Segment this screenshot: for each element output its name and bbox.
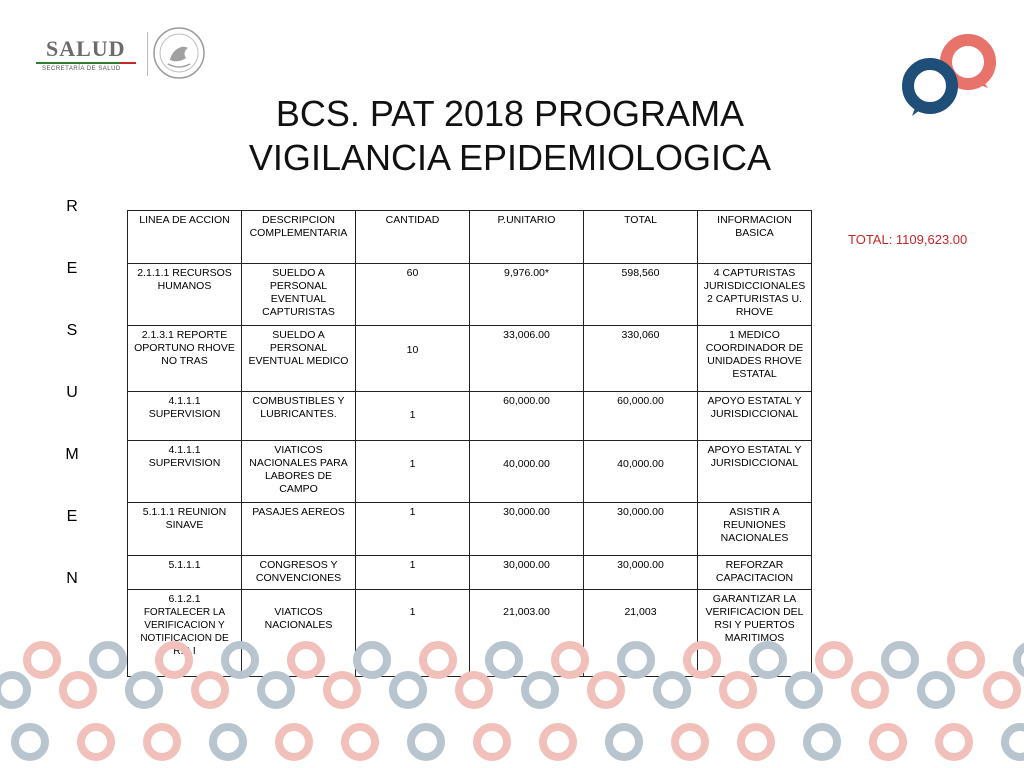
cell-info: REFORZAR CAPACITACION [698,556,812,590]
cell-cantidad: 1 [356,556,470,590]
cell-desc: VIATICOS NACIONALES [242,590,356,677]
title-line-2: VIGILANCIA EPIDEMIOLOGICA [248,137,772,178]
pattern-ring [525,675,555,705]
brand-speech-bubbles-icon [896,30,996,122]
cell-info: 4 CAPTURISTAS JURISDICCIONALES 2 CAPTURISTAS U. RHOVE [698,264,812,326]
cell-total: 30,000.00 [584,556,698,590]
cell-linea-code: 6.1.2.1 [168,593,201,605]
cell-unitario: 30,000.00 [470,556,584,590]
table-row [128,503,812,556]
pattern-ring [213,727,243,757]
pattern-ring [327,675,357,705]
cell-linea: 5.1.1.1 REUNION SINAVE [128,503,242,556]
pattern-ring [63,675,93,705]
side-letter: E [66,508,78,525]
cell-desc: CONGRESOS Y CONVENCIONES [242,556,356,590]
pattern-ring [225,645,255,675]
cell-linea: 5.1.1.1 [128,556,242,590]
pattern-ring [819,645,849,675]
pattern-ring [723,675,753,705]
pattern-ring [159,645,189,675]
pattern-ring [921,675,951,705]
header-cantidad: CANTIDAD [356,211,470,264]
cell-desc: COMBUSTIBLES Y LUBRICANTES. [242,392,356,441]
pattern-ring [609,727,639,757]
pattern-ring [1005,727,1024,757]
cell-cantidad: 10 [356,326,470,392]
cell-unitario: 60,000.00 [470,392,584,441]
pattern-ring [27,645,57,675]
header-linea: LINEA DE ACCION [128,211,242,264]
pattern-ring [1017,645,1024,675]
cell-linea-desc: FORTALECER LA VERIFICACION Y NOTIFICACION DE R.S.I [140,607,229,657]
pattern-ring [951,645,981,675]
cell-info: 1 MEDICO COORDINADOR DE UNIDADES RHOVE ESTATAL [698,326,812,392]
cell-linea: 4.1.1.1 SUPERVISION [128,441,242,503]
pattern-ring [93,645,123,675]
header-total: TOTAL [584,211,698,264]
pattern-ring [261,675,291,705]
cell-info: GARANTIZAR LA VERIFICACION DEL RSI Y PUERTOS MARITIMOS [698,590,812,677]
salud-logo-subtitle: SECRETARÍA DE SALUD [42,66,121,72]
cell-unitario: 33,006.00 [470,326,584,392]
pattern-ring [357,645,387,675]
pattern-ring [477,727,507,757]
pattern-ring [741,727,771,757]
grand-total: TOTAL: 1109,623.00 [848,232,968,247]
cell-total: 330,060 [584,326,698,392]
table-row [128,392,812,441]
side-letter: M [65,446,79,463]
side-letter: E [66,260,78,277]
cell-total: 21,003 [584,590,698,677]
logo-divider [147,32,148,76]
budget-table [127,210,812,677]
pattern-ring [939,727,969,757]
decorative-bubble-pattern [0,630,1024,768]
pattern-ring [129,675,159,705]
cell-desc: PASAJES AEREOS [242,503,356,556]
salud-logo [36,36,136,76]
pattern-ring [0,675,27,705]
cell-cantidad: 60 [356,264,470,326]
pattern-ring [423,645,453,675]
pattern-ring [657,675,687,705]
pattern-ring [459,675,489,705]
pattern-ring [753,645,783,675]
side-letter: R [66,198,78,215]
title-line-1: BCS. PAT 2018 PROGRAMA [275,93,745,134]
pattern-ring [855,675,885,705]
pattern-ring [147,727,177,757]
cell-info: APOYO ESTATAL Y JURISDICCIONAL [698,441,812,503]
pattern-ring [789,675,819,705]
cell-total: 60,000.00 [584,392,698,441]
table-row [128,264,812,326]
cell-info: APOYO ESTATAL Y JURISDICCIONAL [698,392,812,441]
side-letter: N [66,570,78,587]
pattern-ring [291,645,321,675]
pattern-ring [675,727,705,757]
pattern-ring [885,645,915,675]
pattern-ring [687,645,717,675]
pattern-ring [411,727,441,757]
cell-info: ASISTIR A REUNIONES NACIONALES [698,503,812,556]
pattern-ring [81,727,111,757]
salud-logo-word: SALUD [46,36,126,61]
pattern-ring [621,645,651,675]
page-title [160,92,860,180]
logo-green-bar [36,62,120,64]
cell-cantidad: 1 [356,441,470,503]
pattern-ring [15,727,45,757]
cell-desc: VIATICOS NACIONALES PARA LABORES DE CAMPO [242,441,356,503]
cell-total: 40,000.00 [584,441,698,503]
cell-total: 598,560 [584,264,698,326]
pattern-ring [279,727,309,757]
table-row [128,556,812,590]
cell-desc: SUELDO A PERSONAL EVENTUAL MEDICO [242,326,356,392]
pattern-ring [555,645,585,675]
pattern-ring [873,727,903,757]
pattern-ring [489,645,519,675]
logo-red-bar [120,62,136,64]
cell-linea: 4.1.1.1 SUPERVISION [128,392,242,441]
pattern-ring [393,675,423,705]
cell-cantidad: 1 [356,503,470,556]
pattern-ring [345,727,375,757]
header-info: INFORMACION BASICA [698,211,812,264]
cell-unitario: 9,976.00* [470,264,584,326]
cell-cantidad: 1 [356,590,470,677]
cell-unitario: 40,000.00 [470,441,584,503]
cell-total: 30,000.00 [584,503,698,556]
pattern-ring [807,727,837,757]
table-row [128,326,812,392]
cell-cantidad: 1 [356,392,470,441]
cell-desc: SUELDO A PERSONAL EVENTUAL CAPTURISTAS [242,264,356,326]
header-descripcion: DESCRIPCION COMPLEMENTARIA [242,211,356,264]
header-unitario: P.UNITARIO [470,211,584,264]
vertical-resumen [62,198,82,632]
pattern-ring [543,727,573,757]
side-letter: S [66,322,78,339]
pattern-ring [591,675,621,705]
side-letter: U [66,384,78,401]
cell-unitario: 30,000.00 [470,503,584,556]
cell-unitario: 21,003.00 [470,590,584,677]
pattern-ring [987,675,1017,705]
table-row [128,441,812,503]
cell-linea: 2.1.1.1 RECURSOS HUMANOS [128,264,242,326]
mexico-seal-icon [152,26,206,80]
table-header-row [128,211,812,264]
pattern-ring [195,675,225,705]
cell-linea: 2.1.3.1 REPORTE OPORTUNO RHOVE NO TRAS [128,326,242,392]
